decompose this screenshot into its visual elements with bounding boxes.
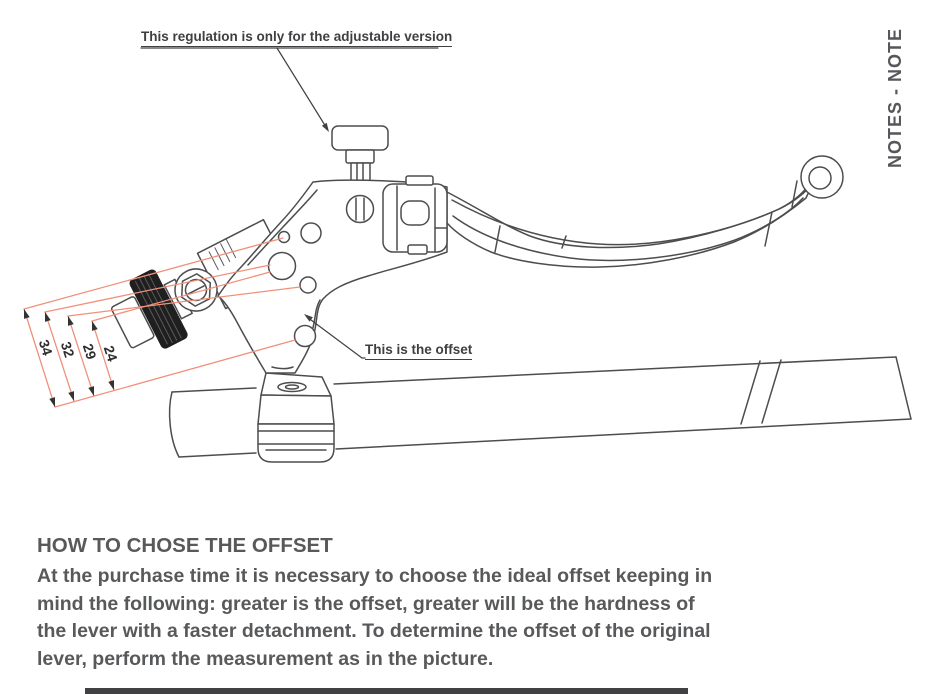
regulation-knob xyxy=(332,126,388,187)
section-body-line: mind the following: greater is the offset, greater will be the hardness of xyxy=(37,592,695,615)
clamp-bolt-slot xyxy=(278,383,306,392)
how-to-section xyxy=(37,534,712,673)
dimension-label-34: 34 xyxy=(35,337,56,358)
notes-side-label: NOTES - NOTE xyxy=(885,28,905,169)
page-bottom-bar xyxy=(85,688,688,694)
dimension-label-32: 32 xyxy=(57,339,78,360)
bar-clamp xyxy=(258,373,334,462)
dimension-label-29: 29 xyxy=(79,341,100,362)
regulation-annotation: This regulation is only for the adjustable version xyxy=(141,29,452,47)
offset-hole xyxy=(295,326,316,347)
section-body-line: At the purchase time it is necessary to choose the ideal offset keeping in xyxy=(37,565,713,587)
section-body-line: the lever with a faster detachment. To determine the offset of the original xyxy=(37,620,711,642)
pivot-hole xyxy=(269,253,296,280)
offset-annotation: This is the offset xyxy=(365,342,472,360)
section-body-line: lever, perform the measurement as in the picture. xyxy=(37,647,494,670)
pivot-clevis xyxy=(383,176,447,254)
dimension-label-24: 24 xyxy=(100,343,121,364)
tube-break-mark xyxy=(741,360,781,424)
section-heading: HOW TO CHOSE THE OFFSET xyxy=(37,534,333,557)
body-screw xyxy=(347,196,374,223)
lever-blade xyxy=(447,156,843,267)
